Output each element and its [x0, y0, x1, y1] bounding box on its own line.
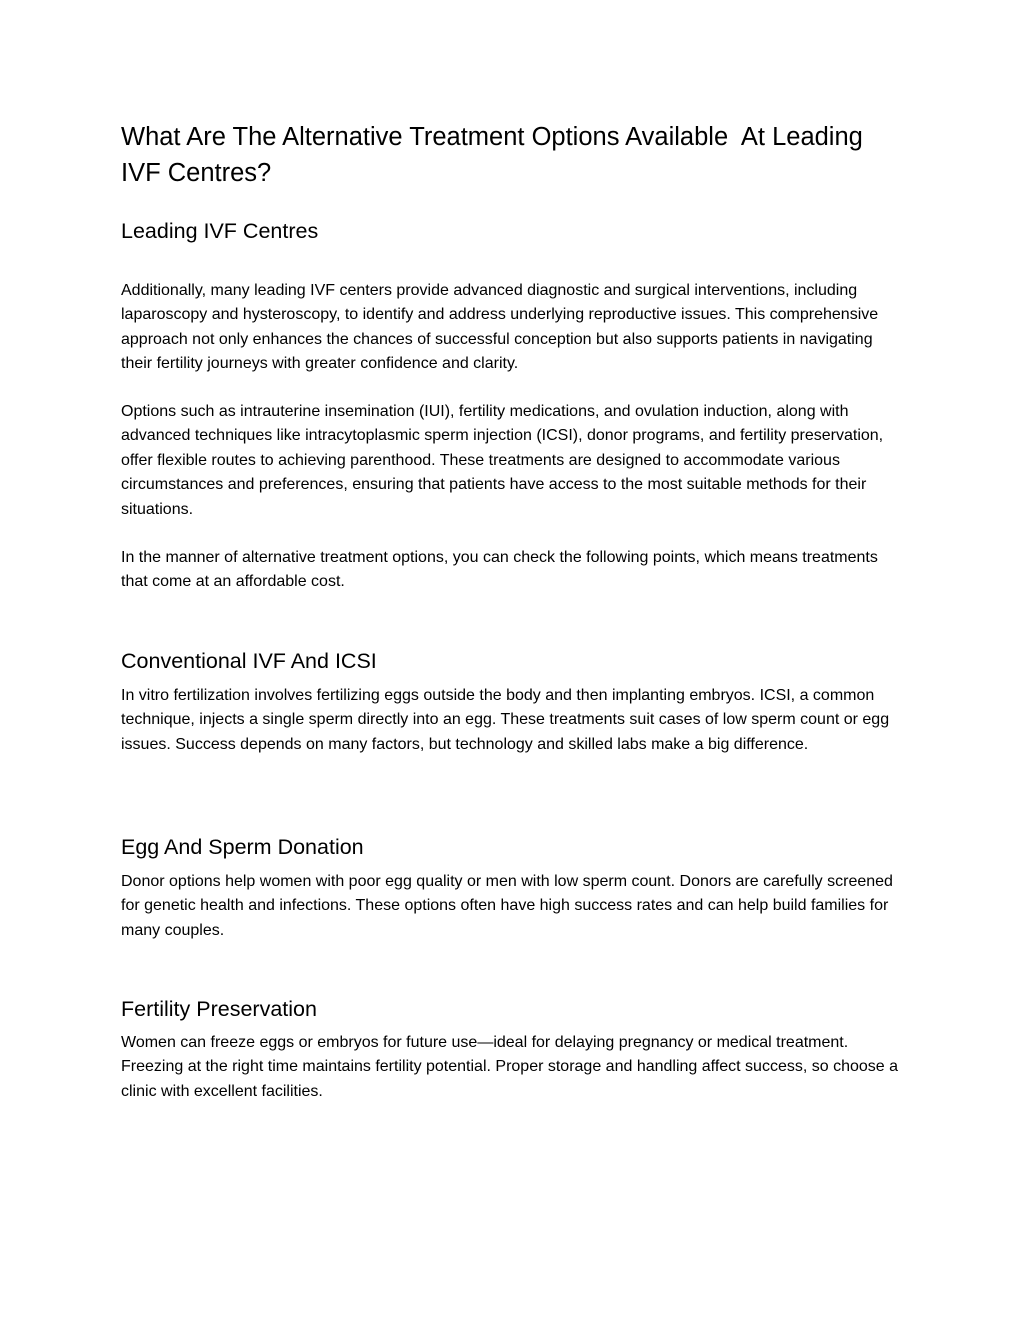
section-heading-conventional-ivf: Conventional IVF And ICSI	[121, 649, 377, 673]
section-heading-preservation: Fertility Preservation	[121, 997, 317, 1021]
document-title: What Are The Alternative Treatment Options Available At Leading IVF Centres?	[121, 123, 870, 187]
intro-paragraph-3: In the manner of alternative treatment options, you can check the following points, which means treatments that come at an affordable cost.	[121, 549, 878, 591]
intro-paragraph-2: Options such as intrauterine insemination (IUI), fertility medications, and ovulation induction, along with advanced techniques like intracytoplasmic sperm injection (ICSI), donor programs, and fertility preservation, offer flexible routes to achieving parenthood. These treatments are designed to accommodate various circumstances and preferences, ensuring that patients have access to the most suitable methods for their situations.	[121, 403, 884, 518]
intro-heading: Leading IVF Centres	[121, 219, 319, 243]
intro-paragraph-1: Additionally, many leading IVF centers provide advanced diagnostic and surgical interventions, including laparoscopy and hysteroscopy, to identify and address underlying reproductive issues. This comprehensive approach not only enhances the chances of successful conception but also supports patients in navigating their fertility journeys with greater confidence and clarity.	[121, 282, 879, 373]
section-heading-donation: Egg And Sperm Donation	[121, 835, 364, 859]
section-body-preservation: Women can freeze eggs or embryos for future use—ideal for delaying pregnancy or medical treatment. Freezing at the right time maintains fertility potential. Proper storage and handling affect success, so choose a clinic with excellent facilities.	[121, 1034, 899, 1100]
section-body-conventional-ivf: In vitro fertilization involves fertilizing eggs outside the body and then implanting embryos. ICSI, a common technique, injects a single sperm directly into an egg. These treatments suit cases of low sperm count or egg issues. Success depends on many factors, but technology and skilled labs make a big difference.	[121, 687, 890, 753]
section-body-donation: Donor options help women with poor egg quality or men with low sperm count. Donors are carefully screened for genetic health and infections. These options often have high success rates and can help build families for many couples.	[121, 873, 893, 939]
